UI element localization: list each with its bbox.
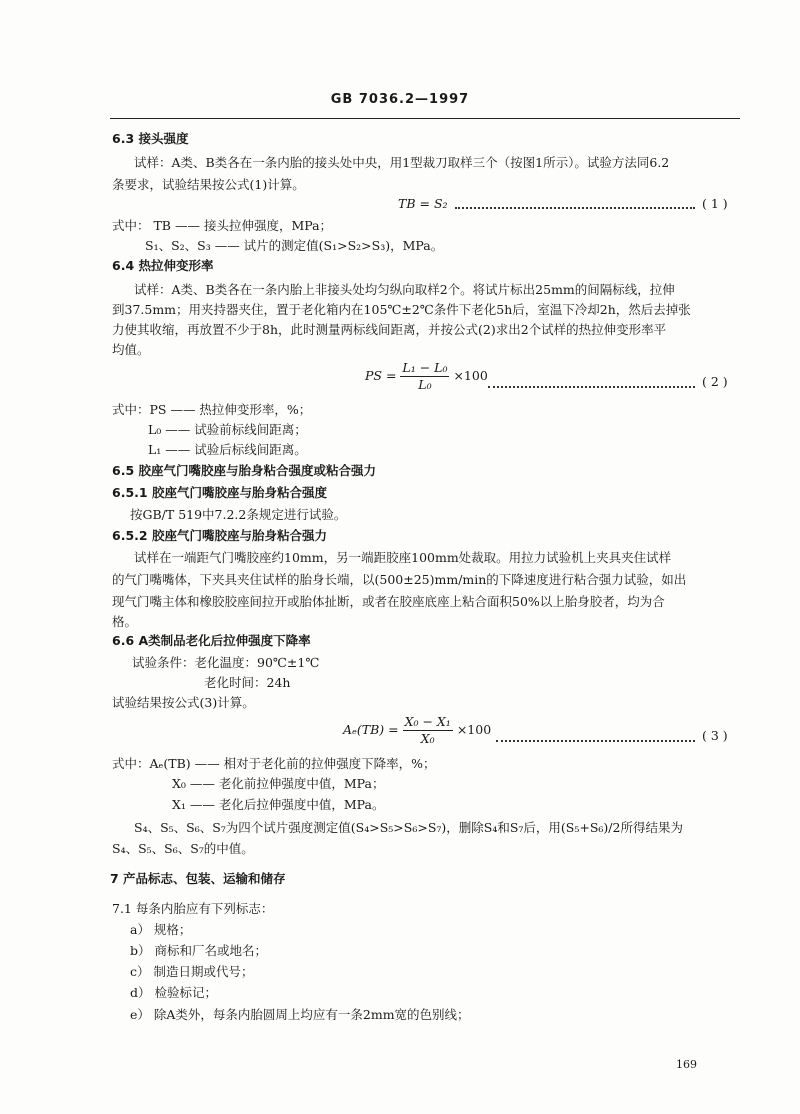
s66-where-2: X₀ —— 老化前拉伸强度中值，MPa； bbox=[172, 776, 385, 791]
formula-2-lhs: PS = bbox=[365, 368, 397, 383]
s66-condition-2: 老化时间：24h bbox=[204, 675, 291, 690]
section-6-6-title: 6.6 A类制品老化后拉伸强度下降率 bbox=[112, 633, 311, 648]
formula-3-lhs: Aₑ(TB) = bbox=[343, 722, 399, 737]
s66-para-3: S₄、S₅、S₆、S₇的中值。 bbox=[112, 841, 254, 856]
s63-where-1: 式中： TB —— 接头拉伸强度，MPa； bbox=[112, 218, 333, 233]
s66-where-1: 式中：Aₑ(TB) —— 相对于老化前的拉伸强度下降率，%； bbox=[112, 756, 436, 771]
list-item: c） 制造日期或代号； bbox=[130, 964, 254, 979]
s652-para-1: 试样在一端距气门嘴胶座约10mm，另一端距胶座100mm处裁取。用拉力试验机上夹具夹住试样 bbox=[134, 550, 672, 565]
leader-dots-1 bbox=[455, 207, 695, 209]
formula-3-denominator: X₀ bbox=[420, 731, 435, 746]
s64-para-4: 均值。 bbox=[112, 342, 150, 357]
header-rule bbox=[110, 118, 740, 119]
formula-1-number: ( 1 ) bbox=[702, 196, 728, 211]
s652-para-4: 格。 bbox=[112, 614, 138, 629]
s651-para: 按GB/T 519中7.2.2条规定进行试验。 bbox=[130, 507, 347, 522]
formula-3-number: ( 3 ) bbox=[702, 728, 728, 743]
leader-dots-2 bbox=[488, 386, 695, 388]
s64-where-3: L₁ —— 试验后标线间距离。 bbox=[148, 442, 307, 457]
page-number: 169 bbox=[676, 1058, 697, 1071]
section-6-3-title: 6.3 接头强度 bbox=[112, 131, 189, 146]
formula-2-number: ( 2 ) bbox=[702, 374, 728, 389]
s652-para-3: 现气门嘴主体和橡胶胶座间拉开或胎体扯断，或者在胶座底座上粘合面积50%以上胎身胶者，均为合 bbox=[112, 594, 665, 609]
list-item: e） 除A类外，每条内胎圆周上均应有一条2mm宽的色别线； bbox=[130, 1007, 470, 1022]
section-7-1-title: 7.1 每条内胎应有下列标志： bbox=[112, 901, 274, 916]
s64-para-3: 力使其收缩，再放置不少于8h，此时测量两标线间距离，并按公式(2)求出2个试样的热拉伸变形率平 bbox=[112, 322, 667, 337]
s63-where-2: S₁、S₂、S₃ —— 试片的测定值(S₁>S₂>S₃)，MPa。 bbox=[145, 238, 444, 253]
formula-2-denominator: L₀ bbox=[418, 377, 432, 392]
s64-where-2: L₀ —— 试验前标线间距离； bbox=[148, 422, 307, 437]
s66-para-1: 试验结果按公式(3)计算。 bbox=[112, 695, 255, 710]
s64-where-1: 式中：PS —— 热拉伸变形率，%； bbox=[112, 402, 312, 417]
formula-3-rhs: ×100 bbox=[456, 722, 492, 737]
formula-2-fraction bbox=[400, 360, 449, 393]
s63-para-2: 条要求，试验结果按公式(1)计算。 bbox=[112, 177, 305, 192]
formula-3-fraction bbox=[403, 714, 453, 747]
page-header: GB 7036.2—1997 bbox=[330, 92, 470, 107]
section-6-5-1-title: 6.5.1 胶座气门嘴胶座与胎身粘合强度 bbox=[112, 485, 327, 500]
list-item: a） 规格； bbox=[130, 922, 192, 937]
list-item: d） 检验标记； bbox=[130, 985, 217, 1000]
formula-2-rhs: ×100 bbox=[453, 368, 488, 383]
section-6-5-title: 6.5 胶座气门嘴胶座与胎身粘合强度或粘合强力 bbox=[112, 463, 376, 478]
leader-dots-3 bbox=[496, 740, 695, 742]
s66-para-2: S₄、S₅、S₆、S₇为四个试片强度测定值(S₄>S₅>S₆>S₇)，删除S₄和S₇后，用(S₅+S₆)/2所得结果为 bbox=[134, 820, 683, 835]
s64-para-1: 试样：A类、B类各在一条内胎上非接头处均匀纵向取样2个。将试片标出25mm的间隔标线，拉伸 bbox=[134, 282, 675, 297]
list-item: b） 商标和厂名或地名； bbox=[130, 943, 267, 958]
section-7-title: 7 产品标志、包装、运输和储存 bbox=[110, 871, 286, 886]
section-6-5-2-title: 6.5.2 胶座气门嘴胶座与胎身粘合强力 bbox=[112, 528, 327, 543]
s66-where-3: X₁ —— 老化后拉伸强度中值，MPa。 bbox=[172, 797, 385, 812]
s66-condition-1: 试验条件：老化温度：90℃±1℃ bbox=[132, 655, 320, 670]
s64-para-2: 到37.5mm；用夹持器夹住，置于老化箱内在105℃±2℃条件下老化5h后，室温下冷却2h，然后去掉张 bbox=[112, 302, 691, 317]
formula-1: TB = S₂ bbox=[398, 196, 448, 211]
s652-para-2: 的气门嘴嘴体，下夹具夹住试样的胎身长端，以(500±25)mm/min的下降速度进行粘合强力试验，如出 bbox=[112, 572, 687, 587]
formula-2-numerator: L₁ − L₀ bbox=[402, 360, 448, 375]
s63-para-1: 试样：A类、B类各在一条内胎的接头处中央，用1型裁刀取样三个（按图1所示）。试验方法同6.2 bbox=[134, 155, 670, 170]
formula-3 bbox=[343, 714, 491, 747]
formula-3-numerator: X₀ − X₁ bbox=[404, 714, 451, 729]
formula-2 bbox=[365, 360, 488, 393]
section-6-4-title: 6.4 热拉伸变形率 bbox=[112, 258, 214, 273]
